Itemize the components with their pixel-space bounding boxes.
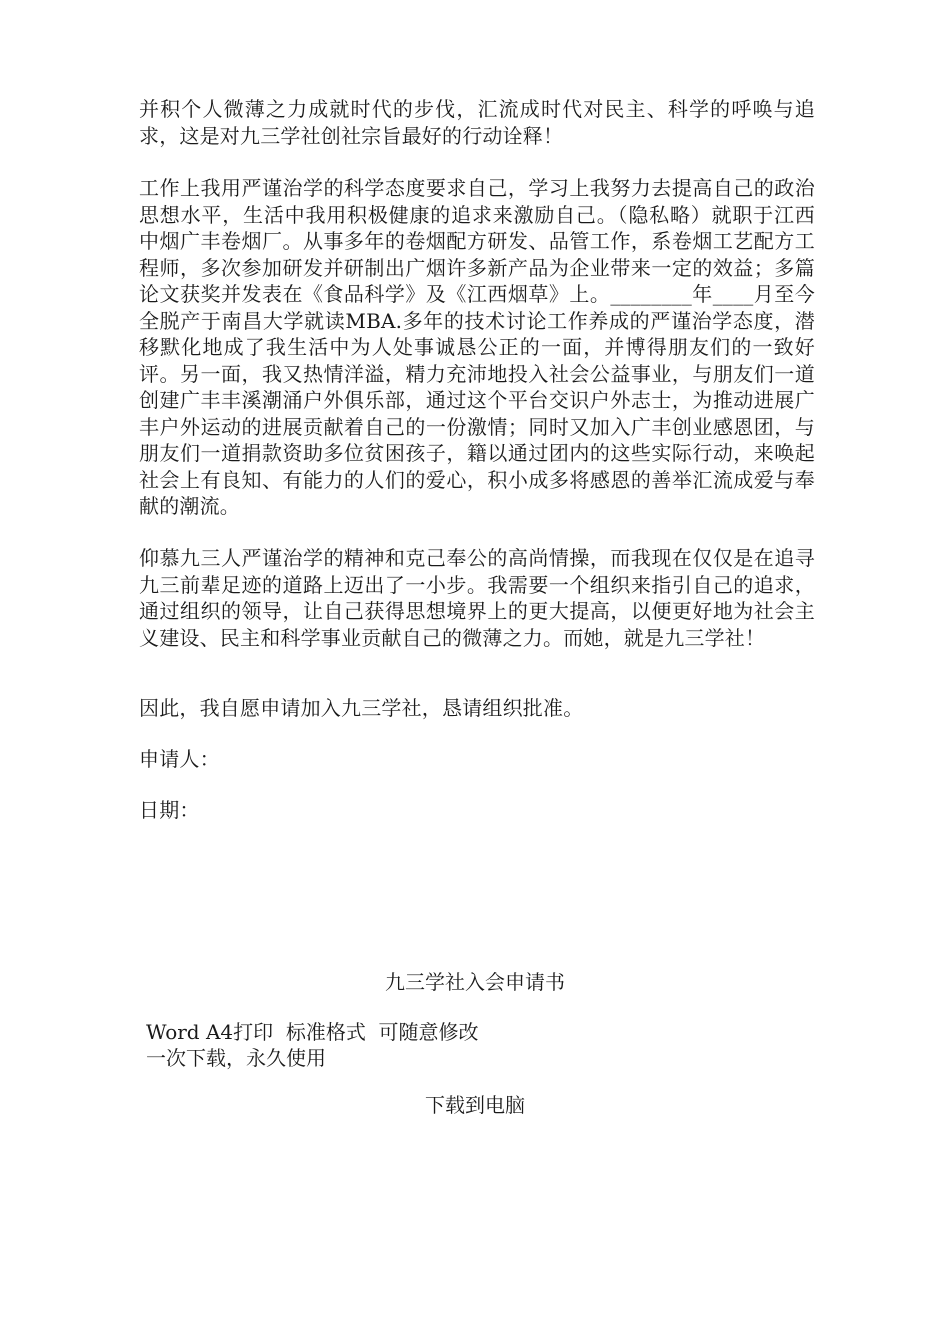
paragraph-application-request: 因此，我自愿申请加入九三学社，恳请组织批准。 <box>139 696 584 720</box>
download-link[interactable]: 下载到电脑 <box>425 1093 525 1117</box>
applicant-label: 申请人： <box>139 747 220 771</box>
paragraph-motivation: 仰慕九三人严谨治学的精神和克己奉公的高尚情操，而我现在仅仅是在追寻九三前辈足迹的道路上迈出了一小步。我需要一个组织来指引自己的追求，通过组织的领导，让自己获得思想境界上的更大提高，以便更好地为社会主义建设、民主和科学事业贡献自己的微薄之力。而她，就是九三学社！ <box>139 546 815 650</box>
paragraph-work-experience: 工作上我用严谨治学的科学态度要求自己，学习上我努力去提高自己的政治思想水平，生活中我用积极健康的追求来激励自己。（隐私略）就职于江西中烟广丰卷烟厂。从事多年的卷烟配方研发、品管工作，系卷烟工艺配方工程师，多次参加研发并研制出广烟许多新产品为企业带来一定的效益；多篇论文获奖并发表在《食品科学》及《江西烟草》上。________年____月至今全脱产于南昌大学就读MBA.多年的技术讨论工作养成的严谨治学态度，潜移默化地成了我生活中为人处事诚恳公正的一面，并博得朋友们的一致好评。另一面，我又热情洋溢，精力充沛地投入社会公益事业，与朋友们一道创建广丰丰溪潮涌户外俱乐部，通过这个平台交识户外志士，为推动进展广丰户外运动的进展贡献着自己的一份激情；同时又加入广丰创业感恩团，与朋友们一道捐款资助多位贫困孩子，籍以通过团内的这些实际行动，来唤起社会上有良知、有能力的人们的爱心，积小成多将感恩的善举汇流成爱与奉献的潮流。 <box>139 176 815 518</box>
date-label: 日期： <box>139 798 200 822</box>
promo-usage-line: 一次下载，永久使用 <box>146 1046 326 1070</box>
promo-title: 九三学社入会申请书 <box>385 970 565 994</box>
paragraph-closing-statement: 并积个人微薄之力成就时代的步伐，汇流成时代对民主、科学的呼唤与追求，这是对九三学社创社宗旨最好的行动诠释！ <box>139 97 815 148</box>
promo-format-line: Word A4打印 标准格式 可随意修改 <box>146 1020 479 1044</box>
